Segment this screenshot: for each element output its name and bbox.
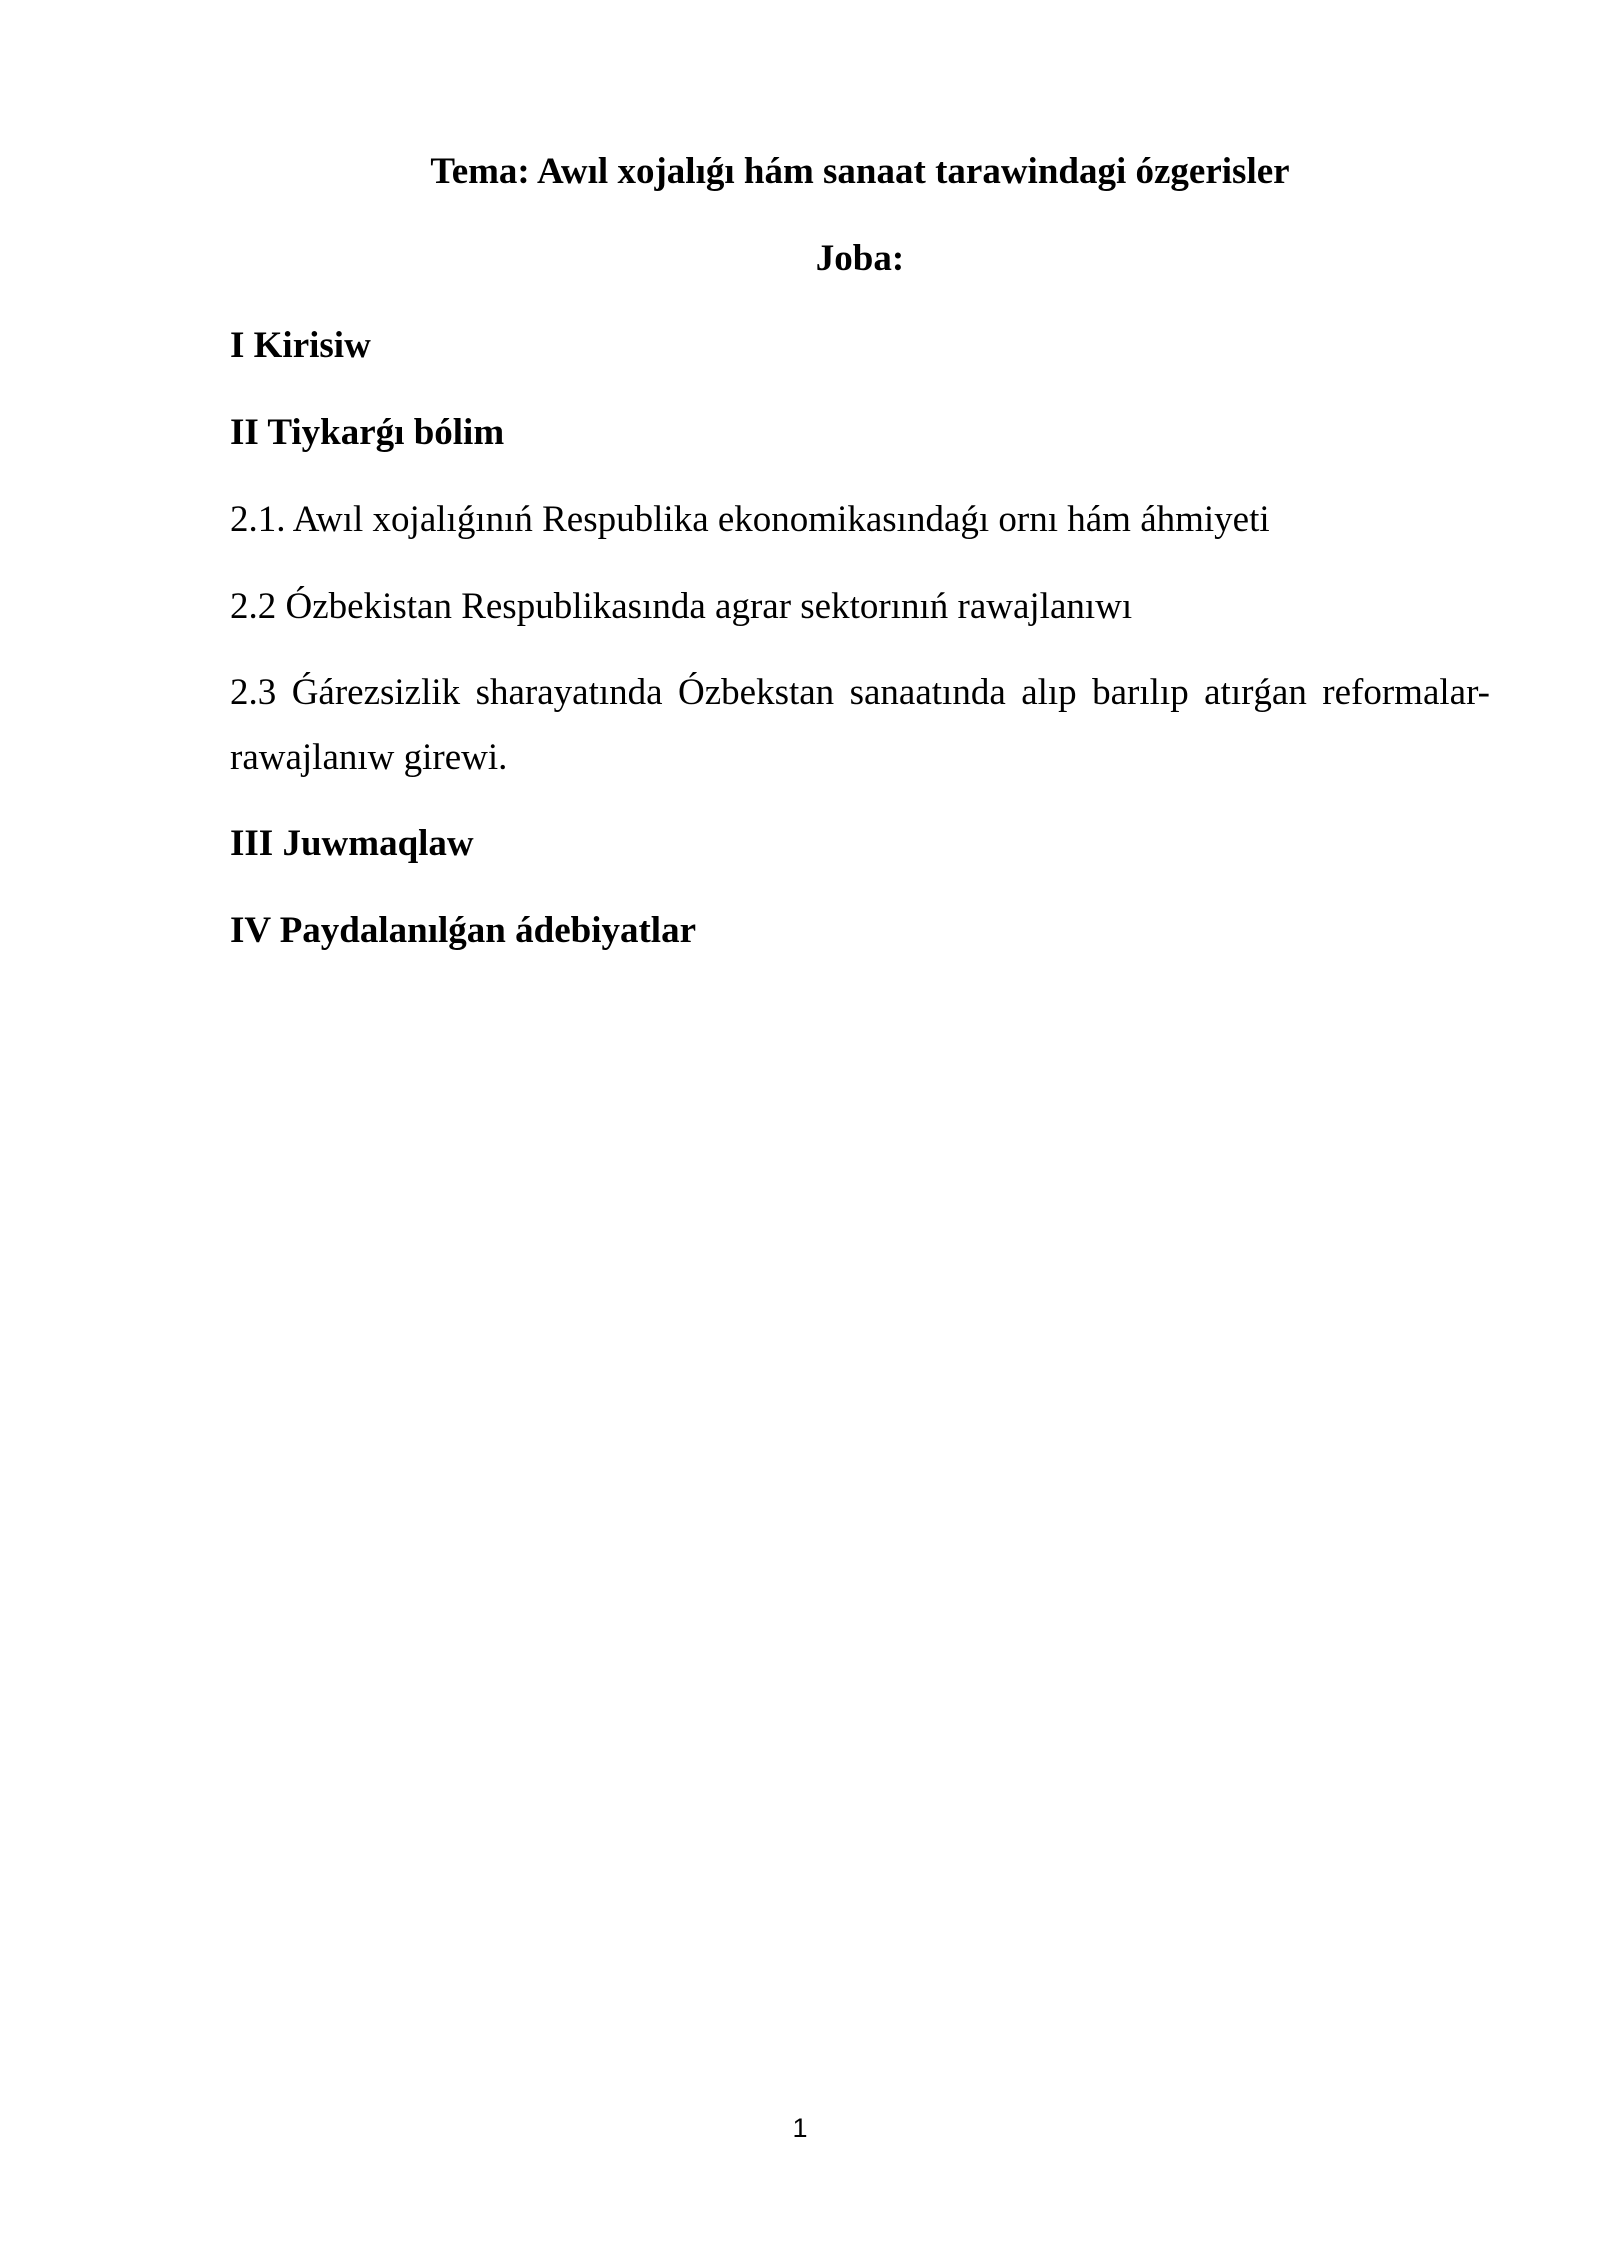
outline-item-conclusion: III Juwmaqlaw	[230, 823, 474, 864]
outline-item-introduction: I Kirisiw	[230, 325, 371, 366]
outline-item-references: IV Paydalanılǵan ádebiyatlar	[230, 910, 697, 951]
plan-heading: Joba:	[815, 238, 905, 279]
page-number: 1	[792, 2113, 808, 2143]
outline-item-2-2: 2.2 Ózbekistan Respublikasında agrar sektorınıń rawajlanıwı	[230, 586, 1133, 627]
document-title: Tema: Awıl xojalıǵı hám sanaat tarawindagi ózgerisler	[430, 151, 1290, 192]
outline-item-main-part: II Tiykarǵı bólim	[230, 412, 505, 453]
outline-item-2-1: 2.1. Awıl xojalıǵınıń Respublika ekonomikasındaǵı ornı hám áhmiyeti	[230, 499, 1270, 540]
outline-item-2-3: 2.3 Ǵárezsizlik sharayatında Ózbekstan sanaatında alıp barılıp atırǵan reformalar-rawajlanıw girewi.	[230, 672, 1490, 778]
